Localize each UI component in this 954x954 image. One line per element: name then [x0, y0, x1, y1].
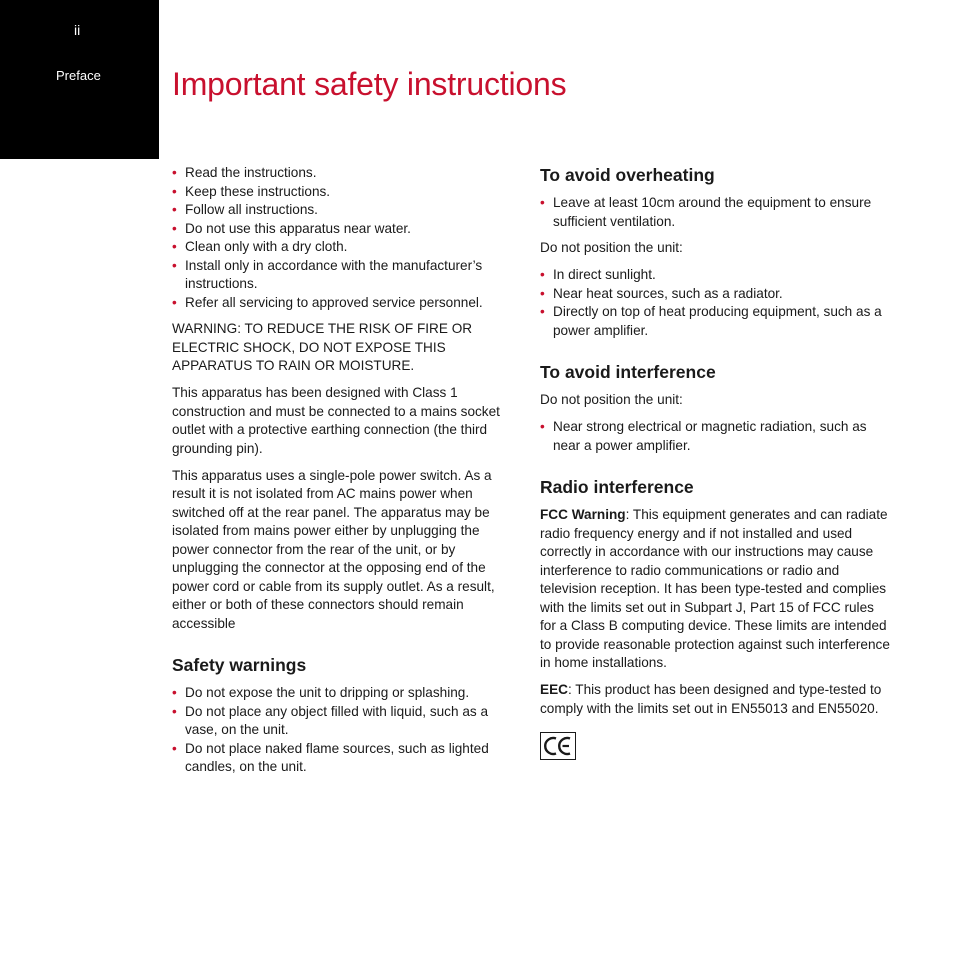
section-label: Preface	[56, 68, 101, 83]
list-item: • Near heat sources, such as a radiator.	[540, 285, 890, 304]
list-item: • Near strong electrical or magnetic radiation, such as near a power amplifier.	[540, 418, 890, 455]
do-not-position-text: Do not position the unit:	[540, 240, 683, 255]
do-not-position-text-2: Do not position the unit:	[540, 392, 683, 407]
safety-warnings-heading: Safety warnings	[172, 655, 307, 675]
interference-list	[540, 418, 890, 455]
warning-paragraph: WARNING: TO REDUCE THE RISK OF FIRE OR ELECTRIC SHOCK, DO NOT EXPOSE THIS APPARATUS TO RAIN OR MOISTURE.	[172, 321, 473, 373]
list-item: • Follow all instructions.	[172, 201, 517, 220]
list-item: • Keep these instructions.	[172, 183, 517, 202]
page-number: ii	[74, 22, 81, 38]
eec-label: EEC	[540, 682, 568, 697]
position-list	[540, 266, 890, 340]
interference-heading: To avoid interference	[540, 362, 716, 382]
fcc-paragraph	[540, 506, 890, 673]
right-column	[540, 164, 890, 760]
instructions-list	[172, 164, 517, 312]
list-item: • Install only in accordance with the manufacturer’s instructions.	[172, 257, 517, 294]
overheating-list	[540, 194, 890, 231]
page-title: Important safety instructions	[172, 66, 567, 102]
list-item: • Do not use this apparatus near water.	[172, 220, 517, 239]
eec-paragraph	[540, 681, 890, 718]
list-item: • Read the instructions.	[172, 164, 517, 183]
fcc-label: FCC Warning	[540, 507, 626, 522]
list-item: • Do not expose the unit to dripping or splashing.	[172, 684, 517, 703]
eec-text: : This product has been designed and type-tested to comply with the limits set out in EN55013 and EN55020.	[540, 682, 882, 716]
radio-interference-heading: Radio interference	[540, 477, 694, 497]
list-item: • Leave at least 10cm around the equipment to ensure sufficient ventilation.	[540, 194, 890, 231]
safety-warnings-list	[172, 684, 517, 777]
list-item: • Do not place naked flame sources, such as lighted candles, on the unit.	[172, 740, 517, 777]
fcc-text: : This equipment generates and can radiate radio frequency energy and if not installed and used correctly in accordance with our instructions may cause interference to radio communications or radio and television reception. It has been type-tested and complies with the limits set out in Subpart J, Part 15 of FCC rules for a Class B computing device. These limits are intended to provide reasonable protection against such interference in home installations.	[540, 507, 890, 670]
list-item: • Directly on top of heat producing equipment, such as a power amplifier.	[540, 303, 890, 340]
sidebar-block	[0, 0, 159, 159]
ce-mark-glyph	[543, 735, 573, 757]
class1-paragraph: This apparatus has been designed with Class 1 construction and must be connected to a mains socket outlet with a protective earthing connection (the third grounding pin).	[172, 385, 500, 456]
list-item: • In direct sunlight.	[540, 266, 890, 285]
overheating-heading: To avoid overheating	[540, 165, 715, 185]
list-item: • Clean only with a dry cloth.	[172, 238, 517, 257]
power-switch-paragraph: This apparatus uses a single-pole power switch. As a result it is not isolated from AC mains power when switched off at the rear panel. The apparatus may be isolated from mains power either by unplugging the power connector from the rear of the unit, or by unplugging the connector at the opposing end of the power cord or cable from its supply outlet. As a result, either or both of these connectors should remain accessible	[172, 467, 495, 631]
ce-mark-icon	[540, 732, 576, 760]
list-item: • Refer all servicing to approved service personnel.	[172, 294, 517, 313]
left-column	[172, 164, 517, 785]
list-item: • Do not place any object filled with liquid, such as a vase, on the unit.	[172, 703, 517, 740]
